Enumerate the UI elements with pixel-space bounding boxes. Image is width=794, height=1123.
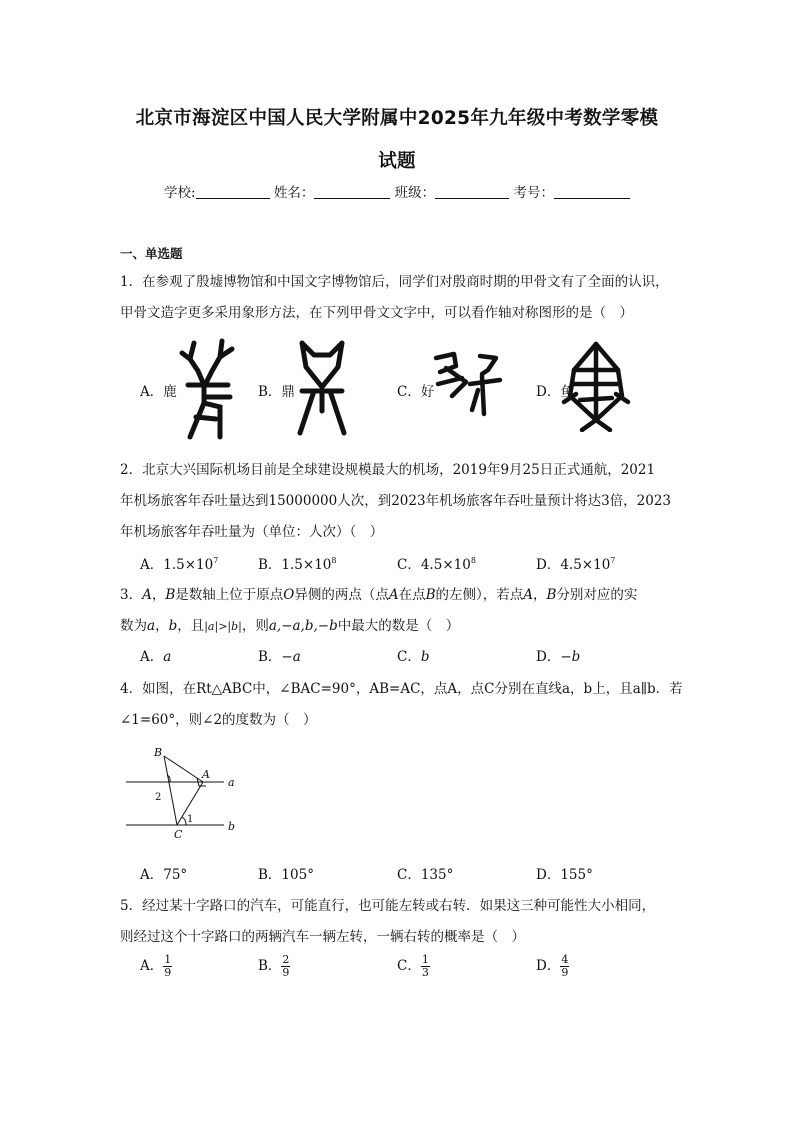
option-text: 鱼 [560, 384, 574, 400]
q5-option-c[interactable] [397, 954, 430, 979]
option-text: −b [560, 649, 581, 665]
option-text: a [163, 649, 172, 665]
oracle-ding-glyph [294, 339, 350, 437]
q3-var: A [142, 587, 152, 603]
option-letter: D． [536, 867, 561, 883]
option-letter: D． [536, 958, 561, 974]
option-exponent: 8 [470, 556, 476, 565]
q2-option-b[interactable] [258, 553, 336, 573]
student-info-row [60, 181, 734, 201]
option-letter: B． [258, 557, 282, 573]
option-text: 135° [420, 867, 454, 883]
q3-option-a[interactable] [140, 645, 171, 665]
q3-text: ， [151, 587, 166, 603]
option-text: 155° [560, 867, 593, 883]
q3-number-list: a,−a,b,−b [268, 618, 338, 634]
option-letter: B． [258, 384, 282, 400]
option-base: 4.5×10 [420, 557, 471, 573]
fraction-numerator: 1 [164, 953, 172, 966]
q3-text: 3． [120, 587, 143, 603]
class-label: 班级： [394, 185, 436, 201]
q5-option-a[interactable] [140, 954, 172, 979]
option-text: 105° [281, 867, 314, 883]
exam-number-label: 考号： [513, 185, 554, 201]
q3-var: a [147, 618, 156, 634]
option-fraction [560, 954, 569, 979]
q4-option-c[interactable] [397, 863, 453, 883]
name-blank[interactable] [314, 186, 390, 199]
label-line-b: b [228, 820, 236, 833]
exam-title-line1: 北京市海淀区中国人民大学附属中2025年九年级中考数学零模 [135, 108, 659, 129]
q3-text: 异侧的两点（点 [294, 587, 389, 603]
option-letter: B． [258, 649, 282, 665]
q3-var: A [388, 587, 399, 603]
name-label: 姓名： [273, 185, 315, 201]
q4-option-d[interactable] [536, 863, 593, 883]
q3-option-b[interactable] [258, 645, 301, 665]
q3-text: 的左侧），若点 [435, 587, 524, 603]
q3-text: 是数轴上位于原点 [175, 587, 284, 603]
option-letter: A． [140, 958, 164, 974]
q5-option-d[interactable] [536, 954, 569, 979]
q5-option-b[interactable] [258, 954, 290, 979]
option-letter: C． [397, 649, 421, 665]
exam-number-blank[interactable] [554, 186, 630, 199]
label-a-point: A [202, 768, 210, 781]
q2-option-c[interactable] [397, 553, 476, 573]
exam-title-line2: 试题 [378, 151, 416, 172]
q3-text: 在点 [398, 587, 426, 603]
q3-var: O [283, 587, 295, 603]
fraction-denominator: 3 [421, 966, 429, 979]
q3-var: A [523, 587, 534, 603]
section-heading: 一、单选题 [120, 246, 183, 261]
q3-text: ，则 [241, 618, 269, 634]
class-blank[interactable] [435, 186, 509, 199]
option-letter: C． [397, 384, 421, 400]
q2-option-d[interactable] [536, 553, 615, 573]
q3-text: 数为 [120, 618, 147, 634]
option-letter: D． [536, 557, 561, 573]
label-line-a: a [228, 776, 235, 789]
school-blank[interactable] [196, 186, 270, 199]
q3-var: B [546, 587, 557, 603]
fraction-numerator: 1 [421, 953, 429, 966]
q3-text: ， [533, 587, 547, 603]
option-letter: A． [140, 557, 164, 573]
q4-line1: 4．如图，在Rt△ABC中，∠BAC=90°，AB=AC，点A，点C分别在直线a，b上，且a∥b．若 [120, 681, 683, 697]
q4-option-b[interactable] [258, 863, 314, 883]
fraction-denominator: 9 [561, 966, 569, 979]
q3-var: B [425, 587, 436, 603]
option-exponent: 7 [213, 556, 219, 565]
label-b: B [154, 746, 163, 759]
option-text: −a [281, 649, 301, 665]
option-base: 1.5×10 [163, 557, 214, 573]
option-letter: C． [397, 867, 421, 883]
oracle-fish-glyph [560, 340, 632, 432]
q2-line3: 年机场旅客年吞吐量为（单位：人次）（ ） [120, 524, 384, 540]
fraction-denominator: 9 [282, 966, 290, 979]
option-exponent: 8 [331, 556, 337, 565]
option-letter: B． [258, 867, 282, 883]
angle-1-arc [182, 817, 186, 825]
fraction-numerator: 2 [282, 953, 290, 966]
label-angle-1: 1 [187, 814, 194, 825]
q5-line2: 则经过这个十字路口的两辆汽车一辆左转，一辆右转的概率是（ ） [120, 929, 525, 945]
q5-line1: 5．经过某十字路口的汽车，可能直行，也可能左转或右转．如果这三种可能性大小相同， [120, 898, 656, 914]
option-letter: A． [140, 649, 164, 665]
q3-text: 中最大的数是（ ） [337, 618, 460, 634]
option-text: 鹿 [163, 384, 177, 400]
option-base: 1.5×10 [281, 557, 332, 573]
label-c: C [174, 828, 183, 841]
q3-text: ，且 [177, 618, 205, 634]
q1-option-a[interactable] [140, 380, 177, 400]
option-letter: B． [258, 958, 282, 974]
oracle-deer-glyph [176, 337, 242, 441]
option-text: 75° [163, 867, 188, 883]
q3-option-c[interactable] [397, 645, 430, 665]
option-letter: D． [536, 384, 561, 400]
q1-option-c[interactable] [397, 380, 434, 400]
label-angle-2: 2 [155, 792, 162, 803]
option-base: 4.5×10 [560, 557, 611, 573]
q3-var: b [168, 618, 178, 634]
fraction-numerator: 4 [561, 953, 569, 966]
q3-text: 分别对应的实 [556, 587, 638, 603]
segment-bc [164, 756, 177, 825]
q3-text: ， [155, 618, 169, 634]
q3-line2 [120, 614, 459, 634]
q1-line2: 甲骨文造字更多采用象形方法，在下列甲骨文文字中，可以看作轴对称图形的是（ ） [120, 305, 633, 321]
option-letter: A． [140, 384, 164, 400]
school-label: 学校: [164, 185, 196, 201]
q3-option-d[interactable] [536, 645, 580, 665]
q2-line2: 年机场旅客年吞吐量达到15000000人次，到2023年机场旅客年吞吐量预计将达3倍，2023 [120, 493, 672, 509]
q3-condition: |a|>|b| [204, 620, 242, 633]
oracle-hao-glyph [432, 350, 504, 420]
q2-line1: 2．北京大兴国际机场目前是全球建设规模最大的机场，2019年9月25日正式通航，2021 [120, 462, 656, 478]
q4-line2: ∠1=60°，则∠2的度数为（ ） [120, 712, 317, 728]
option-fraction [281, 954, 290, 979]
option-letter: D． [536, 649, 561, 665]
option-fraction [421, 954, 430, 979]
q3-line1 [120, 583, 637, 603]
option-text: 鼎 [281, 384, 295, 400]
option-fraction [163, 954, 172, 979]
option-text: b [420, 649, 430, 665]
option-exponent: 7 [610, 556, 616, 565]
option-letter: C． [397, 958, 421, 974]
option-letter: C． [397, 557, 421, 573]
q3-var: B [165, 587, 176, 603]
option-text: 好 [420, 384, 435, 400]
q1-option-b[interactable] [258, 380, 295, 400]
q2-option-a[interactable] [140, 553, 218, 573]
q1-line1: 1．在参观了殷墟博物馆和中国文字博物馆后，同学们对殷商时期的甲骨文有了全面的认识， [120, 274, 669, 290]
fraction-denominator: 9 [164, 966, 172, 979]
q4-geometry-figure [120, 742, 250, 842]
q4-option-a[interactable] [140, 863, 187, 883]
option-letter: A． [140, 867, 164, 883]
